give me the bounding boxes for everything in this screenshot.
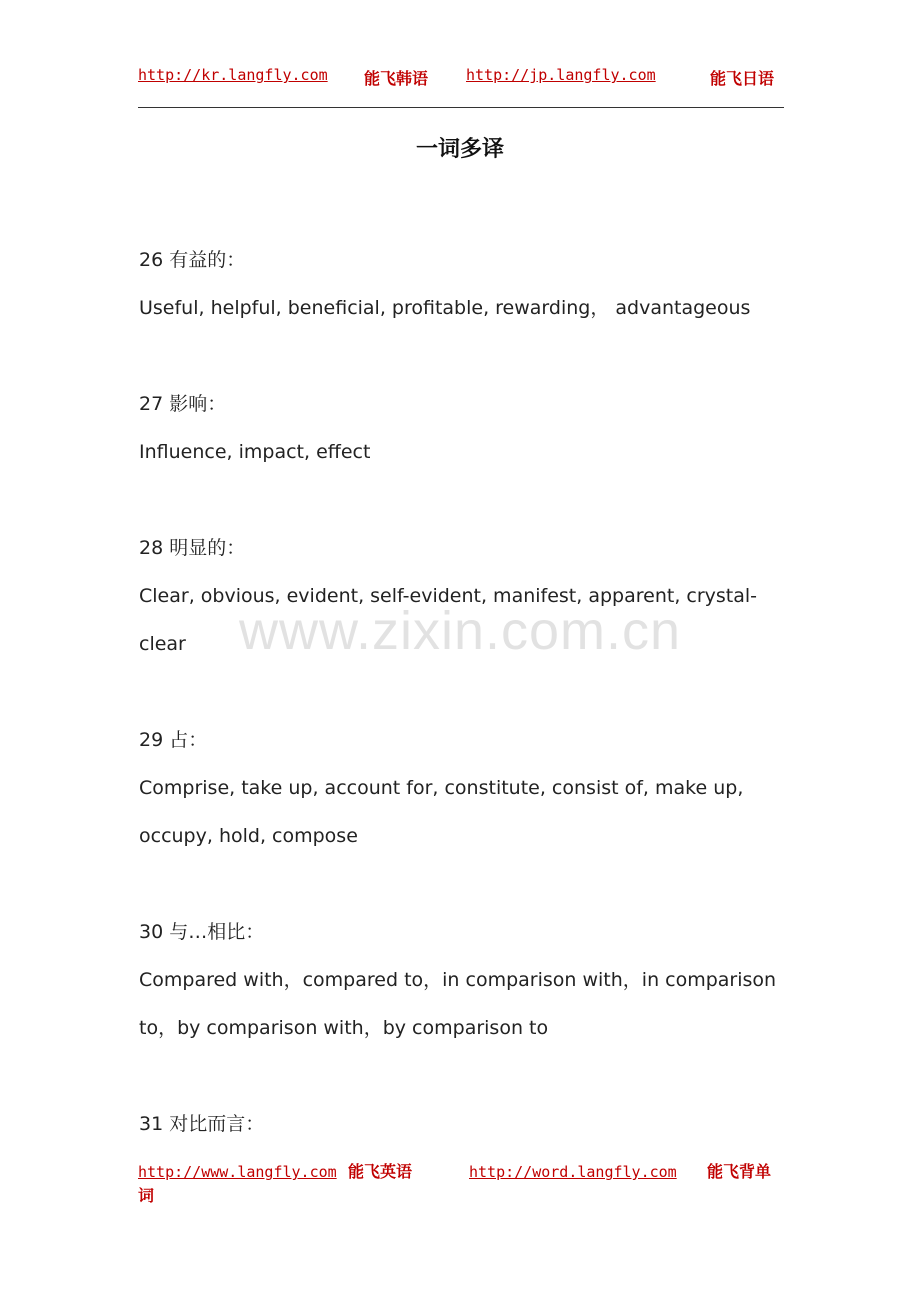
entry-heading: 28 明显的：	[139, 537, 246, 559]
entry	[139, 1100, 799, 1148]
entry-translations: Clear, obvious, evident, self-evident, manifest, apparent, crystal-clear	[139, 585, 758, 655]
japanese-site-link[interactable]: http://jp.langfly.com	[466, 66, 656, 84]
word-site-link[interactable]: http://word.langfly.com	[469, 1163, 677, 1181]
entry-heading: 30 与…相比：	[139, 921, 265, 943]
page-header	[138, 66, 784, 90]
english-site-link[interactable]: http://www.langfly.com	[138, 1163, 337, 1181]
watermark: www.zixin.com.cn	[238, 601, 682, 661]
entry	[139, 908, 799, 1052]
entry-translations-continued: occupy, hold, compose	[139, 825, 358, 847]
page-footer	[138, 1160, 788, 1208]
entry	[139, 716, 799, 860]
entry	[139, 380, 799, 476]
header-divider	[138, 107, 784, 108]
entry-translations: Influence, impact, effect	[139, 441, 371, 463]
entry-heading: 26 有益的：	[139, 249, 246, 271]
entry	[139, 524, 799, 668]
entry-translations: Useful, helpful, beneficial, profitable, rewarding， advantageous	[139, 297, 751, 319]
page-title: 一词多译	[415, 137, 504, 162]
entry	[139, 236, 799, 332]
word-site-label-continued: 词	[138, 1186, 155, 1205]
entry-translations: Comprise, take up, account for, constitute, consist of, make up,	[139, 777, 744, 799]
entry-translations: Compared with，compared to，in comparison with，in comparison	[139, 969, 777, 991]
entry-translations-continued: to，by comparison with，by comparison to	[139, 1017, 549, 1039]
entry-heading: 27 影响：	[139, 393, 227, 415]
korean-site-link[interactable]: http://kr.langfly.com	[138, 66, 328, 84]
korean-site-label: 能飞韩语	[364, 69, 429, 88]
english-site-label: 能飞英语	[348, 1162, 413, 1181]
japanese-site-label: 能飞日语	[710, 69, 775, 88]
entry-heading: 29 占：	[139, 729, 208, 751]
entry-list	[139, 236, 799, 1196]
word-site-label: 能飞背单	[707, 1162, 772, 1181]
entry-heading: 31 对比而言：	[139, 1113, 265, 1135]
